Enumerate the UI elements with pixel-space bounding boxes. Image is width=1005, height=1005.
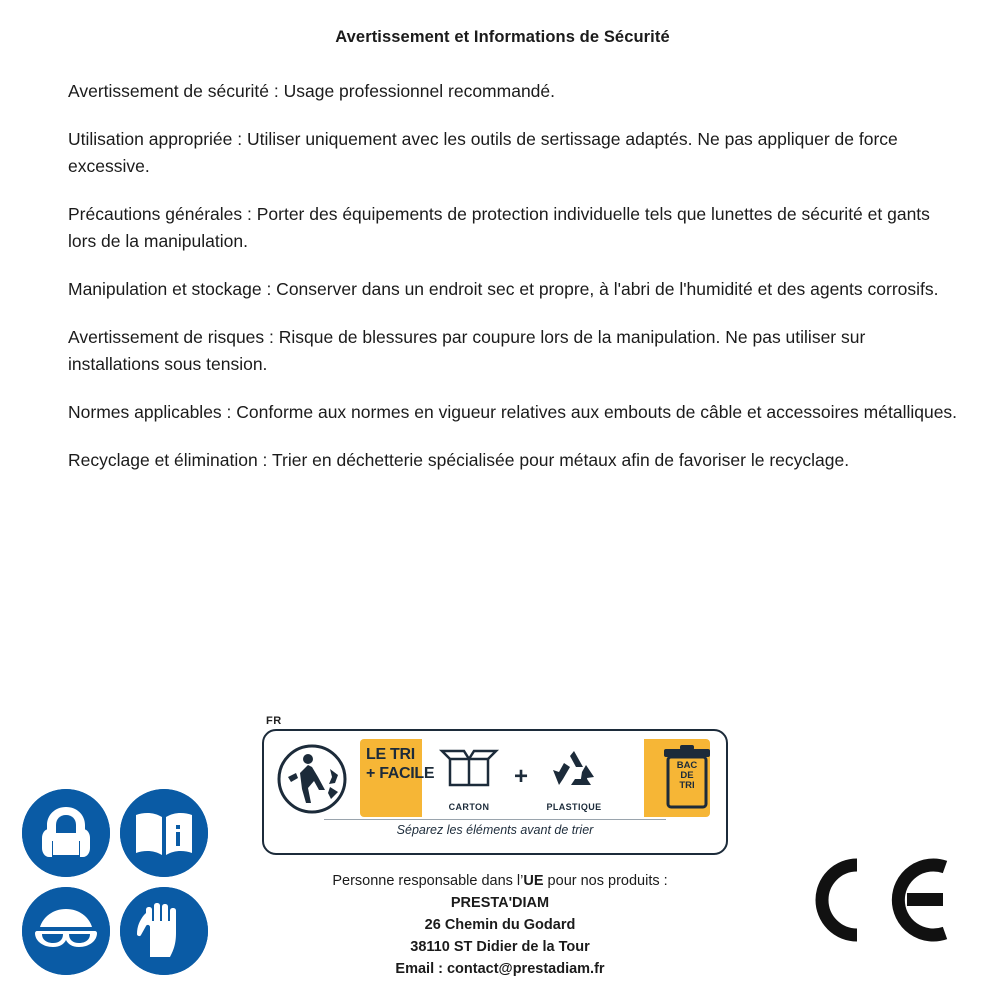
company-name: PRESTA'DIAM xyxy=(450,895,550,911)
ear-protection-icon xyxy=(22,789,110,877)
tri-item-label: CARTON xyxy=(448,802,490,812)
address-line-1: 26 Chemin du Godard xyxy=(424,917,576,933)
tri-slogan-line1: LE TRI xyxy=(366,746,415,763)
tri-slogan xyxy=(366,745,435,783)
paragraph: Avertissement de risques : Risque de blessures par coupure lors de la manipulation. Ne pas utiliser sur installations sous tension. xyxy=(68,327,866,374)
paragraph: Avertissement de sécurité : Usage professionnel recommandé. xyxy=(68,81,556,101)
responsible-intro-suffix: pour nos produits : xyxy=(543,873,668,889)
tri-slogan-line2: + FACILE xyxy=(366,765,435,782)
page-title: Avertissement et Informations de Sécurité xyxy=(335,28,670,46)
carton-box-icon xyxy=(434,743,504,795)
bin-label-line3: TRI xyxy=(679,780,695,791)
paragraph: Utilisation appropriée : Utiliser uniquement avec les outils de sertissage adaptés. Ne pas appliquer de force excessive. xyxy=(68,129,898,176)
triman-icon xyxy=(274,743,356,815)
responsible-intro-bold: UE xyxy=(523,873,544,889)
tri-item-label: PLASTIQUE xyxy=(546,802,602,812)
recycle-triangle-icon xyxy=(539,743,609,795)
divider xyxy=(324,819,666,820)
paragraph: Manipulation et stockage : Conserver dans un endroit sec et propre, à l'abri de l'humidité et des agents corrosifs. xyxy=(68,279,939,299)
recycling-bin-icon xyxy=(656,743,716,818)
triman-recycling-label xyxy=(262,715,732,855)
responsible-person-block xyxy=(210,870,790,980)
tri-footer-text: Séparez les éléments avant de trier xyxy=(396,823,594,837)
tri-item-plastique xyxy=(539,743,609,812)
bin-label xyxy=(670,761,704,791)
address-line-2: 38110 ST Didier de la Tour xyxy=(410,939,590,955)
responsible-intro-prefix: Personne responsable dans l’ xyxy=(332,873,524,889)
hand-protection-icon xyxy=(120,887,208,975)
contact-email: Email : contact@prestadiam.fr xyxy=(395,961,605,977)
read-manual-icon xyxy=(120,789,208,877)
ce-marking-icon xyxy=(795,855,955,945)
responsible-intro xyxy=(210,870,790,892)
language-tag: FR xyxy=(266,715,282,727)
pictogram-group xyxy=(18,785,218,985)
bin-label-line1: BAC xyxy=(676,760,698,771)
safety-text-block xyxy=(68,78,958,495)
bin-label-line2: DE xyxy=(680,770,694,781)
tri-plus-sign: + xyxy=(514,763,529,790)
paragraph: Précautions générales : Porter des équipements de protection individuelle tels que lunettes de sécurité et gants lors de la manipulation. xyxy=(68,204,930,251)
tri-card xyxy=(262,729,728,855)
tri-item-carton xyxy=(434,743,504,812)
eye-protection-icon xyxy=(22,887,110,975)
paragraph: Recyclage et élimination : Trier en déchetterie spécialisée pour métaux afin de favoriser le recyclage. xyxy=(68,450,850,470)
paragraph: Normes applicables : Conforme aux normes en vigueur relatives aux embouts de câble et accessoires métalliques. xyxy=(68,402,958,422)
